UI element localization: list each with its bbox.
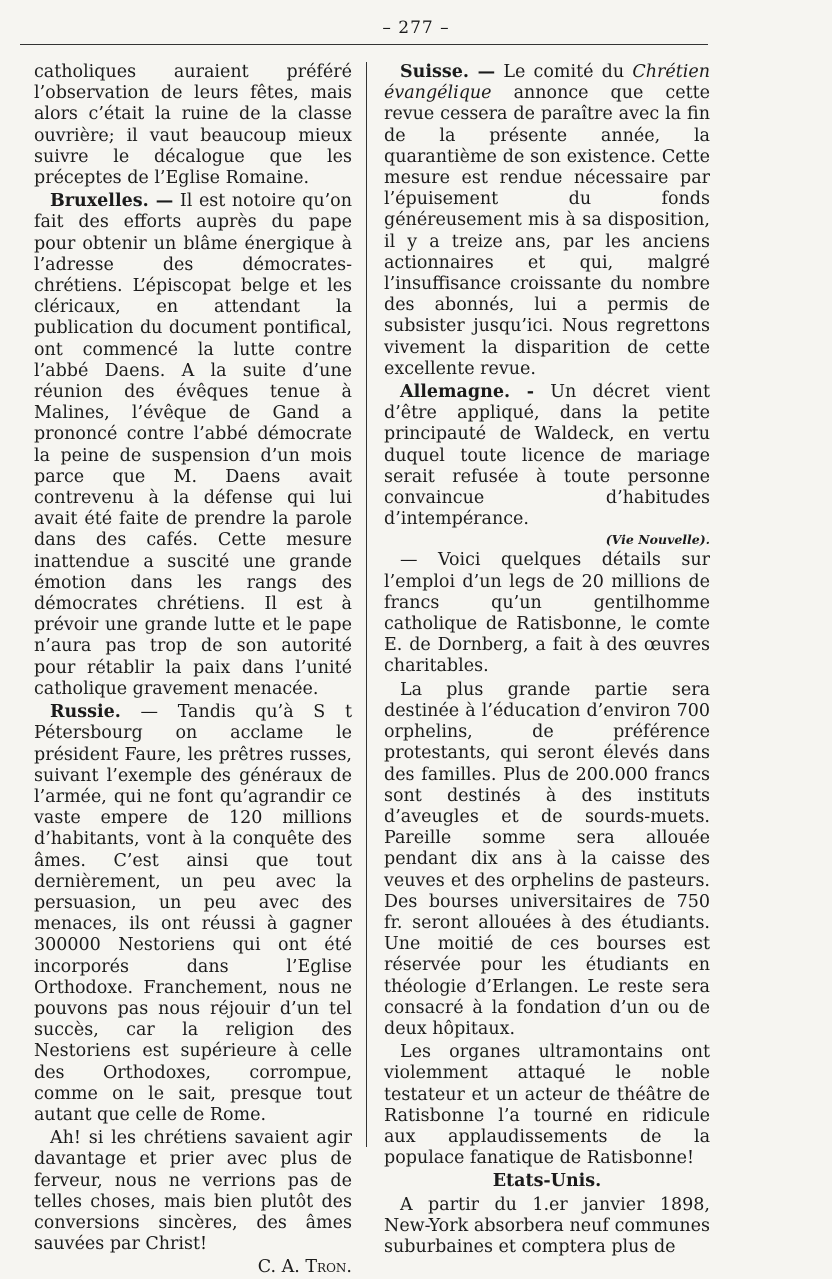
suisse-heading: Suisse. —	[400, 62, 496, 82]
etats-unis-heading: Etats-Unis.	[492, 1171, 602, 1192]
signature-line	[34, 1257, 352, 1278]
partie-paragraph: La plus grande partie sera destinée à l’éducation d’environ 700 orphelins, de préférence protestants, qui seront élevés dans des familles. Plus de 200.000 francs sont destinés à des instituts d’aveugles et de sourds-muets. Pareille somme sera allouée pendant dix ans à la caisse des veuves et des orphelins de pasteurs. Des bourses universitaires de 750 fr. seront allouées à des étudiants. Une moitié de ces bourses est réservée pour les étudiants en théologie d’Erlangen. Le reste sera consacré à la fondation d’un ou de deux hôpitaux.	[384, 679, 710, 1039]
page-number: – 277 –	[382, 18, 450, 38]
bruxelles-text: Il est notoire qu’on fait des efforts auprès du pape pour obtenir un blâme énergique à l’adresse des démocrates-chrétiens. L’épiscopat belge et les cléricaux, en attendant la publication du document pontifical, ont commencé la lutte contre l’abbé Daens. A la suite d’une réunion des évêques tenue à Malines, l’évêque de Gand a prononcé contre l’abbé démocrate la peine de suspension d’un mois parce que M. Daens avait contrevenu à la défense qui lui avait été faite de prendre la parole dans des cafés. Cette mesure inattendue a suscité une grande émotion dans les rangs des démocrates chrétiens. Il est à prévoir une grande lutte et le pape n’aura pas trop de son autorité pour rétablir la paix dans l’unité catholique gravement menacée.	[34, 191, 352, 699]
legs-paragraph: — Voici quelques détails sur l’emploi d’un legs de 20 millions de francs qu’un gentilhomme catholique de Ratisbonne, le comte E. de Dornberg, a fait à des œuvres charitables.	[384, 550, 710, 677]
etats-unis-paragraph: A partir du 1.er janvier 1898, New-York absorbera neuf communes suburbaines et comptera plus de	[384, 1194, 710, 1257]
allemagne-heading: Allemagne. -	[400, 382, 535, 403]
bruxelles-heading: Bruxelles. —	[50, 191, 174, 212]
organes-paragraph: Les organes ultramontains ont violemment attaqué le noble testateur et un acteur de théâtre de Ratisbonne l’a tourné en ridicule aux applaudissements de la populace fanatique de Ratisbonne!	[384, 1042, 710, 1169]
closing-text: Ah! si les chrétiens savaient agir davantage et prier avec plus de ferveur, nous ne verrions pas de telles choses, mais bien plutôt des conversions sincères, des âmes sauvées par Christ!	[34, 1128, 352, 1255]
right-column	[384, 62, 710, 1258]
suisse-paragraph	[384, 62, 710, 380]
russie-text: — Tandis qu’à S t Pétersbourg on acclame le président Faure, les prêtres russes, suivant l’exemple des généraux de l’armée, qui ne font qu’agrandir ce vaste empere de 120 millions d’habitants, vont à la conquête des âmes. C’est ainsi que tout dernièrement, un peu avec la persuasion, un peu avec des menaces, ils ont réussi à gagner 300000 Nestoriens qui ont été incorporés dans l’Eglise Orthodoxe. Franchement, nous ne pouvons pas nous réjouir d’un tel succès, car la religion des Nestoriens est supérieure à celle des Orthodoxes, corrompue, comme on le sait, presque tout autant que celle de Rome.	[34, 702, 352, 1125]
russie-paragraph	[34, 702, 352, 1126]
closing-paragraph	[34, 1128, 352, 1255]
suisse-text-after: annonce que cette revue cessera de paraître avec la fin de la présente année, la quarantième de son existence. Cette mesure est rendue nécessaire par l’épuisement du fonds généreusement mis à sa disposition, il y a treize ans, par les anciens actionnaires et qui, malgré l’insuffisance croissante du nombre des abonnés, lui a permis de subsister jusqu’ici. Nous regrettons vivement la disparition de cette excellente revue.	[384, 83, 710, 379]
author-signature: C. A. Tron.	[257, 1257, 352, 1278]
allemagne-source: (Vie Nouvelle).	[605, 532, 710, 548]
left-paragraph-intro: catholiques auraient préféré l’observation de leurs fêtes, mais alors c’était la ruine de la classe ouvrière; il vaut beaucoup mieux suivre le décalogue que les préceptes de l’Eglise Romaine.	[34, 62, 352, 189]
left-column	[34, 62, 352, 1279]
suisse-journal-title: Chrétien évangélique	[384, 62, 710, 104]
allemagne-text: Un décret vient d’être appliqué, dans la petite principauté de Waldeck, en vertu duquel toute licence de mariage serait refusée à toute personne convaincue d’habitudes d’intempérance.	[384, 382, 710, 530]
bruxelles-paragraph	[34, 191, 352, 700]
allemagne-paragraph	[384, 382, 710, 530]
suisse-text-before: Le comité du	[503, 62, 625, 82]
header-rule	[20, 44, 708, 45]
column-divider	[366, 62, 367, 1147]
russie-heading: Russie.	[50, 702, 121, 723]
